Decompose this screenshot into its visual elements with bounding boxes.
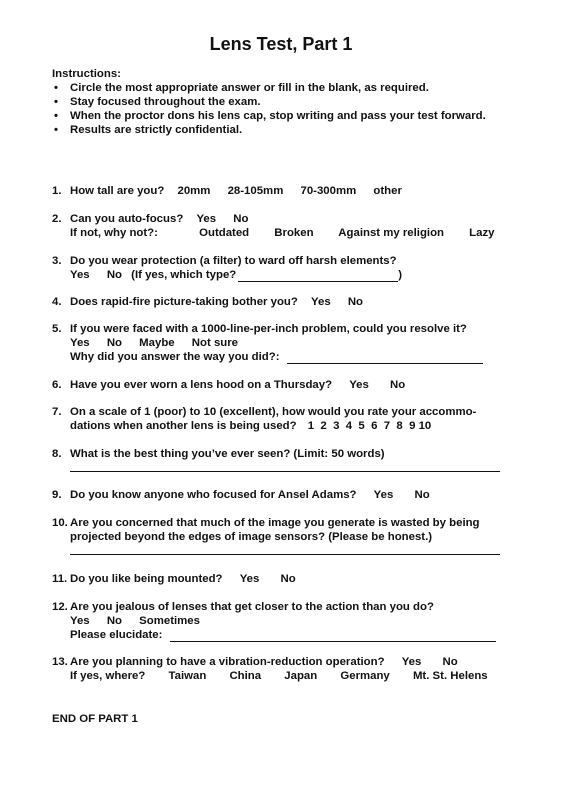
answer-option[interactable]: 28-105mm: [227, 185, 284, 197]
question-text: What is the best thing you’ve ever seen? (Limit: 50 words): [70, 448, 385, 460]
question-6: [52, 378, 532, 392]
answer-option[interactable]: No: [280, 573, 296, 585]
answer-line[interactable]: [70, 544, 500, 555]
answer-option[interactable]: Yes: [349, 379, 369, 391]
question-text: Are you jealous of lenses that get closer to the action than you do?: [70, 601, 434, 613]
answer-option[interactable]: Japan: [284, 670, 318, 682]
question-text: Are you concerned that much of the image you generate is wasted by being: [70, 517, 480, 529]
answer-option[interactable]: other: [373, 185, 402, 197]
question-4: [52, 295, 532, 309]
question-number: 4.: [52, 296, 62, 308]
question-1: [52, 184, 532, 198]
instruction-item: • Results are strictly confidential.: [52, 123, 532, 137]
answer-line[interactable]: [70, 461, 500, 472]
answer-option[interactable]: Yes: [401, 656, 422, 668]
question-number: 11.: [52, 573, 68, 585]
answer-option[interactable]: Yes: [70, 615, 90, 627]
end-of-part-label: END OF PART 1: [52, 713, 138, 725]
question-number: 1.: [52, 185, 62, 197]
answer-option[interactable]: No: [233, 213, 249, 225]
question-text-cont: projected beyond the edges of image sensors? (Please be honest.): [70, 531, 433, 543]
answer-option[interactable]: Germany: [340, 670, 390, 682]
filter-type-blank[interactable]: [238, 269, 398, 282]
rating-scale[interactable]: 1 2 3 4 5 6 7 8 9 10: [307, 420, 432, 432]
answer-option[interactable]: Mt. St. Helens: [412, 670, 488, 682]
question-7: [52, 405, 532, 433]
instructions-block: [52, 67, 532, 137]
answer-option[interactable]: Against my religion: [338, 227, 444, 239]
question-text: Can you auto-focus?: [70, 213, 184, 225]
answer-option[interactable]: Lazy: [469, 227, 495, 239]
sub-question-text: If not, why not?:: [70, 227, 158, 239]
question-text: How tall are you?: [70, 185, 165, 197]
answer-option[interactable]: No: [442, 656, 458, 668]
answer-option[interactable]: China: [229, 670, 262, 682]
question-number: 7.: [52, 406, 62, 418]
answer-option[interactable]: Yes: [373, 489, 394, 501]
filter-type-label: (If yes, which type?: [131, 269, 237, 281]
question-number: 12.: [52, 601, 68, 613]
answer-option[interactable]: Sometimes: [139, 615, 200, 627]
instructions-heading: Instructions:: [52, 68, 121, 80]
answer-option[interactable]: Not sure: [191, 337, 238, 349]
paren-close: ): [398, 269, 403, 281]
answer-option[interactable]: Broken: [274, 227, 314, 239]
answer-option[interactable]: Outdated: [199, 227, 250, 239]
answer-option[interactable]: No: [414, 489, 430, 501]
instruction-item: • When the proctor dons his lens cap, stop writing and pass your test forward.: [52, 109, 532, 123]
answer-option[interactable]: 70-300mm: [300, 185, 357, 197]
answer-option[interactable]: Taiwan: [168, 670, 207, 682]
question-3: [52, 254, 532, 282]
question-text: Does rapid-fire picture-taking bother you?: [70, 296, 298, 308]
question-number: 3.: [52, 255, 62, 267]
answer-option[interactable]: Yes: [239, 573, 260, 585]
question-number: 13.: [52, 656, 68, 668]
answer-option[interactable]: Yes: [196, 213, 217, 225]
question-11: [52, 572, 532, 586]
question-text: On a scale of 1 (poor) to 10 (excellent), how would you rate your accommo-: [70, 406, 477, 418]
answer-option[interactable]: 20mm: [177, 185, 211, 197]
answer-blank[interactable]: [170, 629, 496, 642]
question-8: [52, 447, 532, 472]
question-2: [52, 212, 532, 240]
answer-option[interactable]: Yes: [311, 296, 331, 308]
question-text: Are you planning to have a vibration-reduction operation?: [70, 656, 385, 668]
question-text: Have you ever worn a lens hood on a Thursday?: [70, 379, 333, 391]
answer-option[interactable]: No: [106, 269, 122, 281]
answer-option[interactable]: No: [390, 379, 406, 391]
question-number: 8.: [52, 448, 62, 460]
question-text: Do you know anyone who focused for Ansel Adams?: [70, 489, 357, 501]
answer-option[interactable]: No: [106, 615, 122, 627]
page-title: Lens Test, Part 1: [209, 34, 353, 54]
question-12: [52, 600, 532, 642]
question-number: 6.: [52, 379, 62, 391]
question-text-cont: dations when another lens is being used?: [70, 420, 297, 432]
answer-option[interactable]: Yes: [70, 269, 90, 281]
answer-blank[interactable]: [287, 351, 483, 364]
answer-option[interactable]: No: [347, 296, 364, 308]
instructions-list: [52, 81, 532, 137]
answer-option[interactable]: Maybe: [139, 337, 175, 349]
question-number: 10.: [52, 517, 68, 529]
sub-question-text: Please elucidate:: [70, 629, 163, 641]
question-10: [52, 516, 532, 555]
instruction-item: • Stay focused throughout the exam.: [52, 95, 532, 109]
question-text: If you were faced with a 1000-line-per-inch problem, could you resolve it?: [70, 323, 467, 335]
question-text: Do you wear protection (a filter) to ward off harsh elements?: [70, 255, 397, 267]
question-number: 5.: [52, 323, 62, 335]
answer-option[interactable]: No: [106, 337, 122, 349]
question-number: 2.: [52, 213, 62, 225]
question-5: [52, 322, 532, 364]
sub-question-text: If yes, where?: [70, 670, 146, 682]
question-number: 9.: [52, 489, 62, 501]
question-13: [52, 655, 532, 683]
question-9: [52, 488, 532, 502]
instruction-item: • Circle the most appropriate answer or fill in the blank, as required.: [52, 81, 532, 95]
answer-option[interactable]: Yes: [70, 337, 90, 349]
sub-question-text: Why did you answer the way you did?:: [70, 351, 280, 363]
question-text: Do you like being mounted?: [70, 573, 223, 585]
